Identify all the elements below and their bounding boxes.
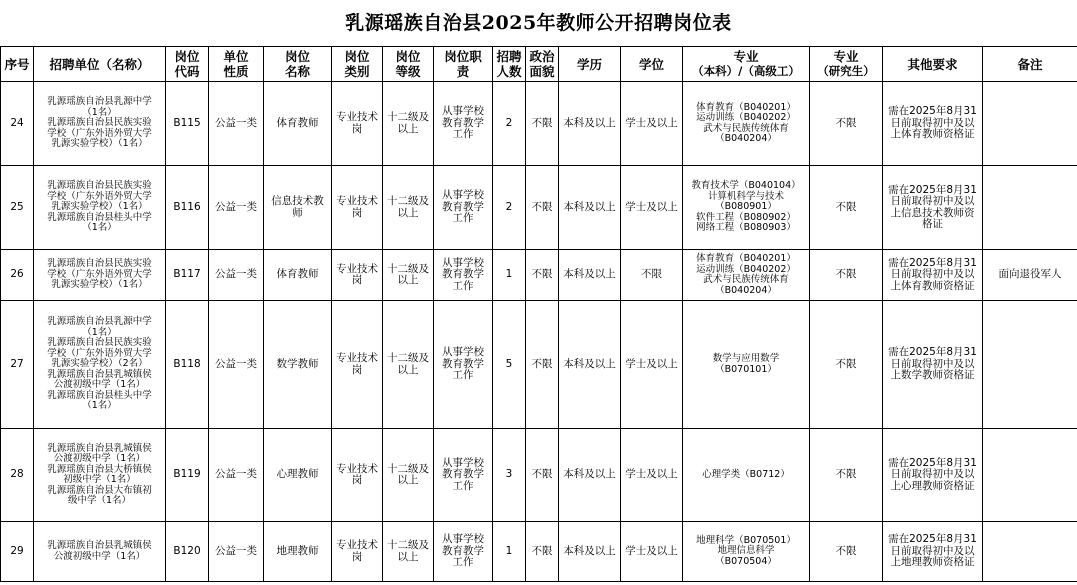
cell-post-level xyxy=(383,82,434,166)
cell-seq: 28 xyxy=(1,429,34,522)
cell-line: 需在2025年8月31 xyxy=(888,346,977,359)
cell-line: 上信息技术教师资 xyxy=(890,206,975,219)
header-line: 责 xyxy=(456,64,470,79)
cell-line: 乳源瑶族自治县乳源中学 xyxy=(47,96,152,108)
cell-line: 从事学校 xyxy=(442,189,484,202)
cell-post-name xyxy=(264,250,332,301)
header-line: 类别 xyxy=(344,64,370,79)
cell-line: 运动训练（B040202） xyxy=(696,263,796,275)
cell-degree: 不限 xyxy=(621,250,683,301)
cell-line: 武术与民族传统体育 xyxy=(703,274,789,285)
cell-post-name xyxy=(264,166,332,250)
cell-major-graduate: 不限 xyxy=(810,166,883,250)
header-line: 名称 xyxy=(284,64,310,79)
cell-unit xyxy=(34,301,166,429)
cell-line: 乳源瑶族自治县乳城镇侯 xyxy=(47,540,152,551)
cell-line: 十二级及 xyxy=(387,539,429,551)
cell-line: 专业技术 xyxy=(336,111,378,123)
cell-line: 信息技术教 xyxy=(271,195,324,207)
header-line: 招聘 xyxy=(496,49,522,64)
cell-unit-nature: 公益一类 xyxy=(209,250,264,301)
cell-remark xyxy=(983,429,1077,522)
cell-recruit-count: 3 xyxy=(493,429,526,522)
table-row xyxy=(1,522,1077,582)
cell-line: 乳源瑶族自治县乳城镇侯 xyxy=(47,442,152,454)
cell-line: 地理教师 xyxy=(276,544,319,557)
cell-line: 以上 xyxy=(397,363,419,376)
header-post-name xyxy=(264,47,332,82)
cell-line: 十二级及 xyxy=(387,195,429,207)
cell-education: 本科及以上 xyxy=(559,522,621,582)
cell-major-graduate: 不限 xyxy=(810,82,883,166)
cell-line: 教育教学 xyxy=(442,357,484,370)
cell-line: 以上 xyxy=(397,550,419,563)
header-line: 岗位 xyxy=(395,49,421,64)
cell-line: （1名） xyxy=(82,400,117,412)
cell-post-category xyxy=(332,82,383,166)
cell-other-requirements xyxy=(883,166,983,250)
header-line: 序号 xyxy=(4,56,30,72)
table-row xyxy=(1,301,1077,429)
cell-post-code: B117 xyxy=(166,250,209,301)
cell-line: 乳源瑶族自治县乳城镇侯 xyxy=(47,368,152,380)
cell-major-graduate: 不限 xyxy=(810,250,883,301)
cell-post-code: B119 xyxy=(166,429,209,522)
cell-line: 地理科学（B070501） xyxy=(696,534,796,546)
cell-line: 武术与民族传统体育 xyxy=(703,122,789,134)
cell-line: 计算机科学与技术 xyxy=(707,190,784,202)
header-major-bachelor xyxy=(683,47,810,82)
header-nature xyxy=(209,47,264,82)
cell-line: 专业技术 xyxy=(336,262,378,275)
header-duty xyxy=(434,47,493,82)
page-title: 乳源瑶族自治县2025年教师公开招聘岗位表 xyxy=(345,12,732,34)
cell-line: 工作 xyxy=(452,479,474,492)
header-remark xyxy=(983,47,1077,82)
cell-line: 日前取得初中及以 xyxy=(890,544,975,557)
cell-line: 以上 xyxy=(397,274,419,286)
cell-post-level xyxy=(383,250,434,301)
cell-line: 公渡初级中学（1名） xyxy=(53,453,146,464)
cell-line: 从事学校 xyxy=(442,256,484,269)
cell-post-name xyxy=(264,522,332,582)
cell-unit xyxy=(34,429,166,522)
cell-unit xyxy=(34,250,166,301)
cell-remark: 面向退役军人 xyxy=(983,250,1077,301)
cell-political: 不限 xyxy=(526,82,559,166)
cell-line: 十二级及 xyxy=(387,462,429,475)
cell-political: 不限 xyxy=(526,250,559,301)
cell-line: 乳源瑶族自治县民族实验 xyxy=(47,258,152,270)
header-line: 岗位职 xyxy=(444,49,482,64)
cell-line: 日前取得初中及以 xyxy=(890,195,975,207)
header-degree xyxy=(621,47,683,82)
cell-post-level xyxy=(383,429,434,522)
cell-line: 工作 xyxy=(452,369,474,382)
cell-line: 十二级及 xyxy=(387,262,429,275)
cell-major-graduate: 不限 xyxy=(810,522,883,582)
cell-line: 学校（广东外语外贸大学 xyxy=(47,190,152,202)
cell-unit xyxy=(34,522,166,582)
cell-line: 工作 xyxy=(452,128,474,141)
cell-post-level xyxy=(383,166,434,250)
cell-other-requirements xyxy=(883,429,983,522)
cell-major-bachelor xyxy=(683,522,810,582)
cell-line: 需在2025年8月31 xyxy=(888,533,977,546)
cell-seq: 27 xyxy=(1,301,34,429)
cell-line: 教育技术学（B040104） xyxy=(691,180,801,192)
header-line: 岗位 xyxy=(174,49,200,64)
cell-education: 本科及以上 xyxy=(559,301,621,429)
cell-line: 教育教学 xyxy=(442,544,484,557)
header-code xyxy=(166,47,209,82)
cell-major-bachelor xyxy=(683,82,810,166)
cell-unit-nature: 公益一类 xyxy=(209,429,264,522)
cell-line: 工作 xyxy=(452,212,474,225)
cell-line: 日前取得初中及以 xyxy=(890,268,975,281)
cell-line: 工作 xyxy=(452,556,474,569)
cell-remark xyxy=(983,82,1077,166)
cell-remark xyxy=(983,301,1077,429)
cell-line: 日前取得初中及以 xyxy=(890,116,975,129)
cell-degree: 学士及以上 xyxy=(621,522,683,582)
cell-line: 学校（广东外语外贸大学 xyxy=(47,268,152,280)
cell-remark xyxy=(983,166,1077,250)
header-other-requirements xyxy=(883,47,983,82)
cell-post-duty xyxy=(434,250,493,301)
cell-recruit-count: 2 xyxy=(493,82,526,166)
cell-political: 不限 xyxy=(526,301,559,429)
cell-line: （B040204） xyxy=(715,133,777,144)
cell-major-bachelor xyxy=(683,301,810,429)
cell-degree: 学士及以上 xyxy=(621,82,683,166)
cell-line: 乳源瑶族自治县乳源中学 xyxy=(47,316,152,328)
cell-post-category xyxy=(332,301,383,429)
cell-line: 乳源瑶族自治县民族实验 xyxy=(47,180,152,192)
cell-post-duty xyxy=(434,429,493,522)
cell-line: 需在2025年8月31 xyxy=(888,456,977,469)
cell-line: 教育教学 xyxy=(442,268,484,281)
header-major-graduate xyxy=(810,47,883,82)
cell-post-duty xyxy=(434,166,493,250)
cell-degree: 学士及以上 xyxy=(621,166,683,250)
cell-line: 格证 xyxy=(922,218,943,230)
cell-line: 专业技术 xyxy=(336,462,378,475)
cell-recruit-count: 5 xyxy=(493,301,526,429)
table-body xyxy=(1,82,1077,582)
cell-unit-nature: 公益一类 xyxy=(209,301,264,429)
cell-line: 地理信息科学 xyxy=(717,545,775,557)
cell-line: 乳源瑶族自治县大布镇初 xyxy=(47,484,152,496)
cell-other-requirements xyxy=(883,82,983,166)
header-line: 单位 xyxy=(223,49,249,64)
header-line: 人数 xyxy=(496,64,522,79)
cell-line: 上数学教师资格证 xyxy=(890,369,975,382)
header-line: 岗位 xyxy=(284,49,310,64)
header-line: 等级 xyxy=(395,64,421,79)
header-line: 代码 xyxy=(174,64,200,79)
cell-line: （B070504） xyxy=(715,555,777,567)
header-level xyxy=(383,47,434,82)
cell-line: （B070101） xyxy=(715,363,777,375)
recruitment-table xyxy=(0,46,1077,582)
cell-line: 从事学校 xyxy=(442,456,484,469)
cell-line: 教育教学 xyxy=(442,116,484,129)
cell-line: 心理教师 xyxy=(276,468,319,481)
header-line: 学位 xyxy=(638,56,664,72)
table-row xyxy=(1,429,1077,522)
cell-post-name xyxy=(264,301,332,429)
header-line: 专业 xyxy=(833,49,859,64)
cell-post-name xyxy=(264,429,332,522)
header-unit xyxy=(34,47,166,82)
cell-line: （B040204） xyxy=(715,284,777,296)
cell-line: 上体育教师资格证 xyxy=(890,128,975,141)
cell-post-code: B120 xyxy=(166,522,209,582)
cell-post-level xyxy=(383,301,434,429)
cell-line: 上地理教师资格证 xyxy=(890,556,975,569)
header-line: （研究生） xyxy=(817,64,875,78)
cell-line: 专业技术 xyxy=(336,352,378,364)
cell-political: 不限 xyxy=(526,166,559,250)
header-line: 专业 xyxy=(733,49,759,64)
cell-line: 乳源实验学校）（1名） xyxy=(51,138,148,150)
cell-education: 本科及以上 xyxy=(559,429,621,522)
cell-line: 专业技术 xyxy=(336,539,378,551)
cell-post-duty xyxy=(434,82,493,166)
cell-post-category xyxy=(332,250,383,301)
cell-line: 数学教师 xyxy=(276,357,319,370)
table-header-row xyxy=(1,47,1077,82)
cell-line: 岗 xyxy=(351,550,363,563)
cell-line: 教育教学 xyxy=(442,468,484,481)
cell-line: 日前取得初中及以 xyxy=(890,468,975,481)
cell-line: 教育教学 xyxy=(442,200,484,213)
cell-line: （1名） xyxy=(82,326,117,338)
cell-unit-nature: 公益一类 xyxy=(209,82,264,166)
cell-line: （1名） xyxy=(82,106,117,118)
cell-recruit-count: 1 xyxy=(493,522,526,582)
header-political xyxy=(526,47,559,82)
table-row xyxy=(1,82,1077,166)
cell-post-level xyxy=(383,522,434,582)
cell-recruit-count: 2 xyxy=(493,166,526,250)
cell-line: 工作 xyxy=(452,279,474,292)
cell-seq: 29 xyxy=(1,522,34,582)
cell-line: 数学与应用数学 xyxy=(712,353,780,364)
header-education xyxy=(559,47,621,82)
header-line: 招聘单位（名称） xyxy=(49,56,150,72)
cell-major-graduate: 不限 xyxy=(810,429,883,522)
cell-post-category xyxy=(332,522,383,582)
cell-line: 需在2025年8月31 xyxy=(888,256,977,269)
cell-line: 初级中学（1名） xyxy=(63,474,136,485)
header-line: 面貌 xyxy=(529,64,555,79)
cell-line: 乳源实验学校）（2名） xyxy=(51,358,148,370)
table-row xyxy=(1,250,1077,301)
cell-remark xyxy=(983,522,1077,582)
header-line: （本科）/（高级工） xyxy=(692,64,800,78)
cell-education: 本科及以上 xyxy=(559,82,621,166)
cell-post-code: B115 xyxy=(166,82,209,166)
cell-line: 以上 xyxy=(397,122,419,135)
cell-major-bachelor xyxy=(683,429,810,522)
cell-line: 专业技术 xyxy=(336,195,378,207)
cell-post-category xyxy=(332,429,383,522)
cell-line: 乳源实验学校）（1名） xyxy=(51,279,148,291)
cell-major-bachelor xyxy=(683,166,810,250)
cell-other-requirements xyxy=(883,522,983,582)
cell-line: 公渡初级中学（1名） xyxy=(53,379,146,391)
header-line: 岗位 xyxy=(344,49,370,64)
table-row xyxy=(1,166,1077,250)
cell-line: 岗 xyxy=(351,206,363,219)
cell-unit-nature: 公益一类 xyxy=(209,522,264,582)
cell-line: 岗 xyxy=(351,122,363,135)
cell-line: 学校（广东外语外贸大学 xyxy=(47,347,152,359)
cell-line: 岗 xyxy=(351,363,363,376)
cell-post-code: B116 xyxy=(166,166,209,250)
cell-line: 上心理教师资格证 xyxy=(890,479,975,492)
cell-line: 网络工程（B080903） xyxy=(696,222,796,234)
cell-line: 运动训练（B040202） xyxy=(696,112,796,123)
cell-education: 本科及以上 xyxy=(559,250,621,301)
cell-post-duty xyxy=(434,301,493,429)
cell-seq: 26 xyxy=(1,250,34,301)
cell-line: 从事学校 xyxy=(442,533,484,546)
cell-line: （B080901） xyxy=(715,201,777,213)
cell-other-requirements xyxy=(883,301,983,429)
cell-line: 以上 xyxy=(397,474,419,486)
cell-line: 学校（广东外语外贸大学 xyxy=(47,127,152,139)
header-line: 政治 xyxy=(529,49,555,64)
cell-line: 体育教育（B040201） xyxy=(696,101,796,113)
cell-major-graduate: 不限 xyxy=(810,301,883,429)
cell-line: 上体育教师资格证 xyxy=(890,279,975,292)
cell-seq: 24 xyxy=(1,82,34,166)
cell-line: 需在2025年8月31 xyxy=(888,105,977,118)
cell-line: 体育教师 xyxy=(276,116,319,129)
header-line: 性质 xyxy=(223,64,249,79)
cell-line: 乳源实验学校）（1名） xyxy=(51,201,148,213)
cell-line: 体育教育（B040201） xyxy=(696,253,796,264)
cell-line: 乳源瑶族自治县桂头中学 xyxy=(47,211,152,223)
cell-line: 师 xyxy=(292,206,303,219)
cell-line: 以上 xyxy=(397,206,419,219)
cell-line: 乳源瑶族自治县大桥镇侯 xyxy=(47,463,152,475)
cell-political: 不限 xyxy=(526,522,559,582)
cell-seq: 25 xyxy=(1,166,34,250)
cell-line: 从事学校 xyxy=(442,346,484,359)
cell-political: 不限 xyxy=(526,429,559,522)
header-seq xyxy=(1,47,34,82)
cell-line: 乳源瑶族自治县民族实验 xyxy=(47,117,152,129)
header-line: 备注 xyxy=(1017,56,1043,72)
cell-degree: 学士及以上 xyxy=(621,301,683,429)
cell-line: （1名） xyxy=(82,222,117,234)
cell-post-category xyxy=(332,166,383,250)
cell-unit-nature: 公益一类 xyxy=(209,166,264,250)
cell-line: 十二级及 xyxy=(387,111,429,123)
header-line: 其他要求 xyxy=(907,56,958,72)
header-line: 学历 xyxy=(576,56,602,72)
cell-post-duty xyxy=(434,522,493,582)
cell-education: 本科及以上 xyxy=(559,166,621,250)
cell-other-requirements xyxy=(883,250,983,301)
cell-major-bachelor xyxy=(683,250,810,301)
cell-line: 十二级及 xyxy=(387,352,429,364)
cell-line: 软件工程（B080902） xyxy=(696,211,796,223)
cell-line: 需在2025年8月31 xyxy=(888,183,977,196)
cell-line: 岗 xyxy=(351,474,363,486)
header-category xyxy=(332,47,383,82)
cell-unit xyxy=(34,82,166,166)
cell-unit xyxy=(34,166,166,250)
cell-line: 体育教师 xyxy=(276,268,319,281)
cell-post-name xyxy=(264,82,332,166)
cell-recruit-count: 1 xyxy=(493,250,526,301)
cell-post-code: B118 xyxy=(166,301,209,429)
cell-line: 从事学校 xyxy=(442,105,484,118)
header-count xyxy=(493,47,526,82)
cell-line: 级中学（1名） xyxy=(67,495,132,506)
cell-line: 心理学类（B0712） xyxy=(702,468,790,480)
cell-line: 日前取得初中及以 xyxy=(890,357,975,370)
cell-line: 乳源瑶族自治县桂头中学 xyxy=(47,389,152,401)
cell-line: 岗 xyxy=(351,274,363,286)
cell-line: 乳源瑶族自治县民族实验 xyxy=(47,337,152,349)
cell-line: 公渡初级中学（1名） xyxy=(53,550,146,562)
cell-degree: 学士及以上 xyxy=(621,429,683,522)
